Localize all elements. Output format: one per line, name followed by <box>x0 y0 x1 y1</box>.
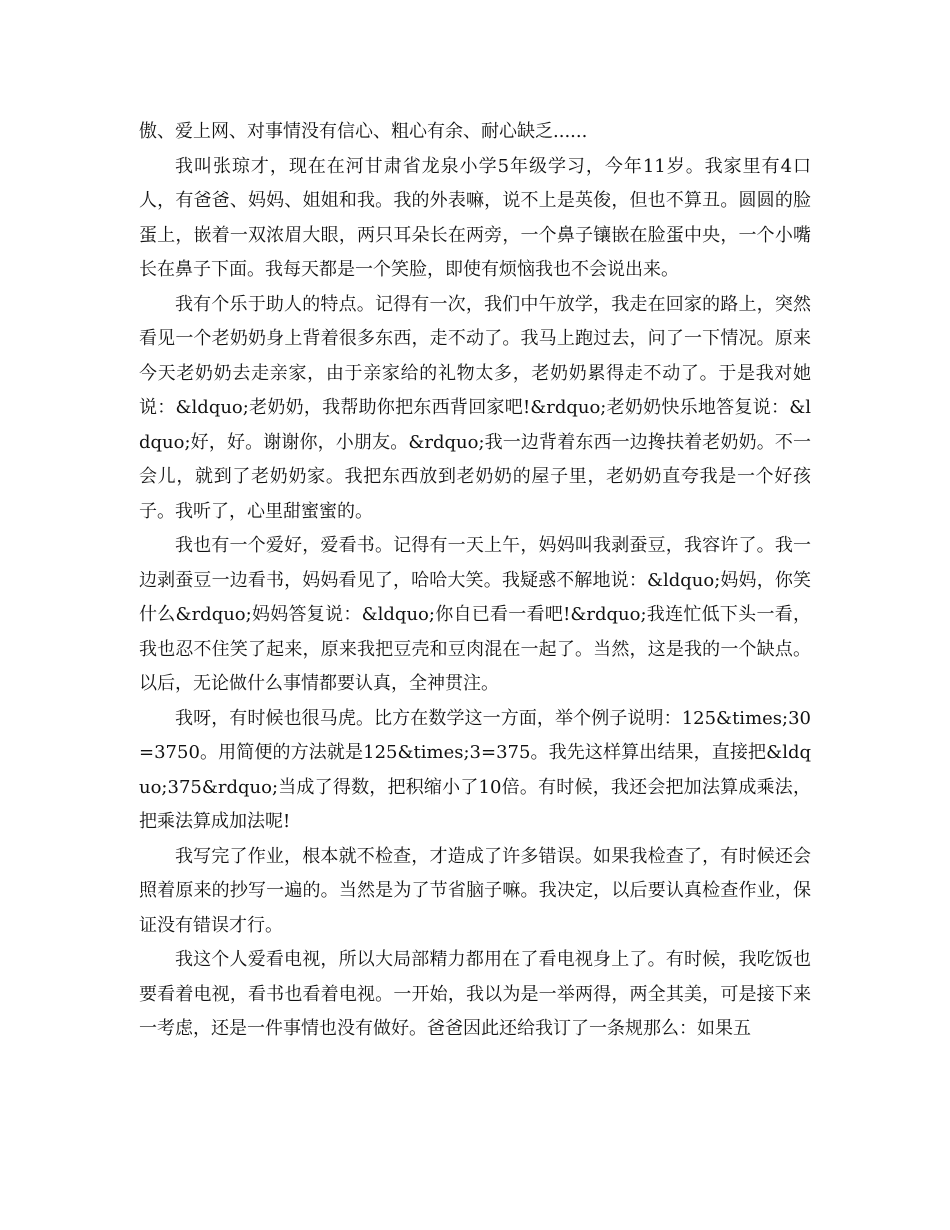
paragraph-watching-tv: 我这个人爱看电视，所以大局部精力都用在了看电视身上了。有时候，我吃饭也要看着电视，看书也看着电视。一开始，我以为是一举两得，两全其美，可是接下来一考虑，还是一件事情也没有做好。爸爸因此还给我订了一条规那么：如果五 <box>139 949 811 1039</box>
paragraph-continued: 傲、爱上网、对事情没有信心、粗心有余、耐心缺乏...... <box>139 121 588 142</box>
paragraph-self-introduction: 我叫张琼才，现在在河甘肃省龙泉小学5年级学习，今年11岁。我家里有4口人，有爸爸、妈妈、姐姐和我。我的外表嘛，说不上是英俊，但也不算丑。圆圆的脸蛋上，嵌着一双浓眉大眼，两只耳朵长在两旁，一个鼻子镶嵌在脸蛋中央，一个小嘴长在鼻子下面。我每天都是一个笑脸，即使有烦恼我也不会说出来。 <box>139 155 811 280</box>
paragraph-carelessness-math: 我呀，有时候也很马虎。比方在数学这一方面，举个例子说明：125&times;30=3750。用简便的方法就是125&times;3=375。我先这样算出结果，直接把&ldquo;375&rdquo;当成了得数，把积缩小了10倍。有时候，我还会把加法算成乘法，把乘法算成加法呢! <box>139 707 811 832</box>
paragraph-reading-hobby: 我也有一个爱好，爱看书。记得有一天上午，妈妈叫我剥蚕豆，我容许了。我一边剥蚕豆一边看书，妈妈看见了，哈哈大笑。我疑惑不解地说：&ldquo;妈妈，你笑什么&rdquo;妈妈答复说：&ldquo;你自已看一看吧!&rdquo;我连忙低下头一看，我也忍不住笑了起来，原来我把豆壳和豆肉混在一起了。当然，这是我的一个缺点。以后，无论做什么事情都要认真，全神贯注。 <box>139 535 811 694</box>
document-body <box>139 115 811 1047</box>
paragraph-homework-checking: 我写完了作业，根本就不检查，才造成了许多错误。如果我检查了，有时候还会照着原来的抄写一遍的。当然是为了节省脑子嘛。我决定，以后要认真检查作业，保证没有错误才行。 <box>139 845 811 936</box>
paragraph-helping-others: 我有个乐于助人的特点。记得有一次，我们中午放学，我走在回家的路上，突然看见一个老奶奶身上背着很多东西，走不动了。我马上跑过去，问了一下情况。原来今天老奶奶去走亲家，由于亲家给的礼物太多，老奶奶累得走不动了。于是我对她说：&ldquo;老奶奶，我帮助你把东西背回家吧!&rdquo;老奶奶快乐地答复说：&ldquo;好，好。谢谢你，小朋友。&rdquo;我一边背着东西一边搀扶着老奶奶。不一会儿，就到了老奶奶家。我把东西放到老奶奶的屋子里，老奶奶直夸我是一个好孩子。我听了，心里甜蜜蜜的。 <box>139 293 811 522</box>
